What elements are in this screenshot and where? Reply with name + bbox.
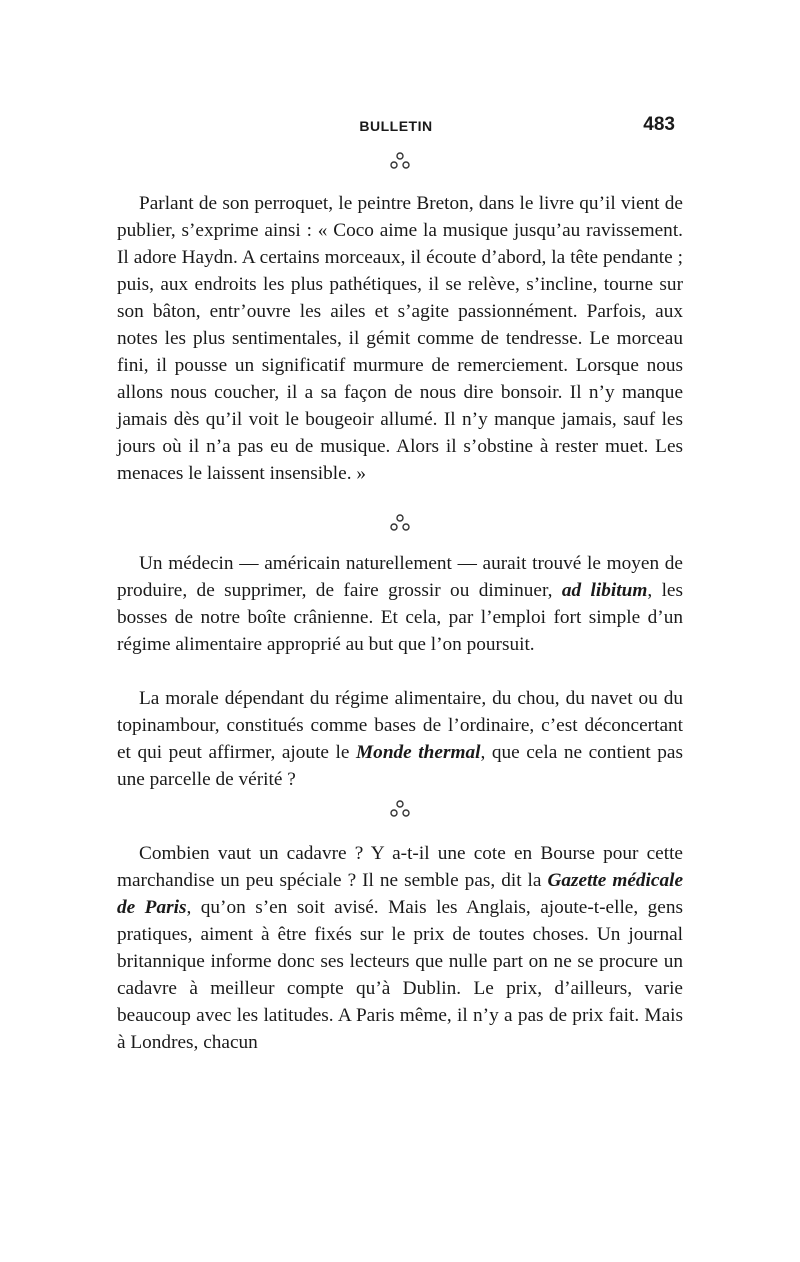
text-run: , que cela ne contient pas une parcelle de vérité ? [117,742,683,790]
italic-title: Monde thermal [356,742,481,763]
asterism-icon [385,512,415,536]
asterism-divider [0,798,800,822]
paragraph-perroquet: Parlant de son perroquet, le peintre Breton, dans le livre qu’il vient de publier, s’exprime ainsi : « Coco aime la musique jusqu’au ravissement. Il adore Haydn. A certains morceaux, il écoute d’abord, la tête pendante ; puis, aux endroits les plus pathétiques, il se relève, s’incline, tourne sur son bâton, entr’ouvre les ailes et s’agite passionnément. Parfois, aux notes les plus sentimentales, il gémit comme de tendresse. Le morceau fini, il pousse un significatif murmure de remerciement. Lorsque nous allons nous coucher, il a sa façon de nous dire bonsoir. Il n’y manque jamais dès qu’il voit le bougeoir allumé. Il n’y manque jamais, sauf les jours où il n’a pas eu de musique. Alors il s’obstine à rester muet. Les menaces le laissent insensible. » [117,193,683,484]
text-run: , les bosses de notre boîte crânienne. Et cela, par l’emploi fort simple d’un régime alimentaire approprié au but que l’on poursuit. [117,580,683,655]
paragraph-cadavre [117,840,683,1056]
text-run: La morale dépendant du régime alimentaire, du chou, du navet ou du topinambour, constitués comme bases de l’ordinaire, c’est déconcertant et qui peut affirmer, ajoute le [117,688,683,763]
asterism-divider [0,512,800,536]
paragraph-medecin [117,550,683,658]
asterism-divider [0,150,800,174]
italic-title: Gazette médicale de Paris [117,870,684,918]
text-run: Un médecin — américain naturellement — aurait trouvé le moyen de produire, de supprimer, de faire grossir ou diminuer, [117,553,683,601]
text-run: , qu’on s’en soit avisé. Mais les Anglais, ajoute-t-elle, gens pratiques, aiment à être fixés sur le prix de toutes choses. Un journal britannique informe donc ses lecteurs que nulle part on ne se procure un cadavre à meilleur compte qu’à Dublin. Le prix, d’ailleurs, varie beaucoup avec les latitudes. A Paris même, il n’y a pas de prix fait. Mais à Londres, chacun [117,897,683,1053]
paragraph-morale [117,685,683,793]
italic-title: ad libitum [561,580,648,601]
asterism-icon [385,150,415,174]
text-run: Combien vaut un cadavre ? Y a-t-il une cote en Bourse pour cette marchandise un peu spéciale ? Il ne semble pas, dit la [117,843,683,891]
running-head [117,114,675,138]
asterism-icon [385,798,415,822]
running-head-title: BULLETIN [359,118,433,134]
page-number: 483 [643,114,675,135]
